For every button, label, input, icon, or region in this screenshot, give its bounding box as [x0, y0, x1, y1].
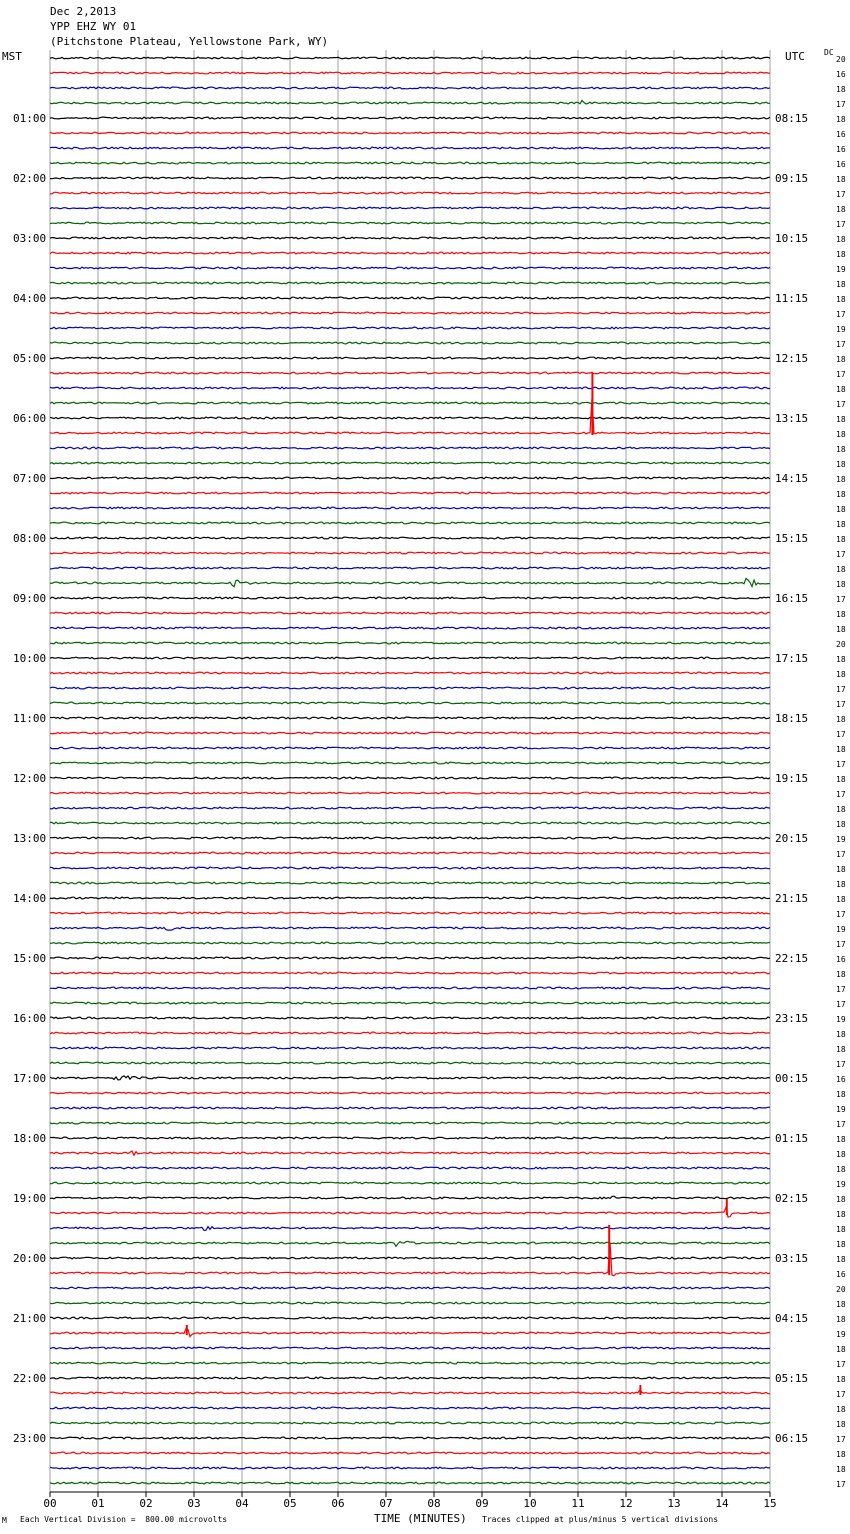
seismic-trace [50, 1137, 770, 1139]
seismic-trace [50, 87, 770, 89]
dc-offset-label: 18 [836, 1045, 846, 1054]
corner-mark: M [2, 1516, 7, 1525]
dc-offset-label: 18 [836, 1315, 846, 1324]
mst-hour-label: 14:00 [13, 892, 47, 905]
mst-hour-label: 03:00 [13, 232, 47, 245]
seismic-trace [50, 1047, 770, 1049]
dc-offset-label: 16 [836, 130, 846, 139]
x-tick-label: 10 [523, 1497, 537, 1510]
dc-offset-label: 17 [836, 910, 846, 919]
seismic-trace [50, 1257, 770, 1259]
seismic-trace [50, 1329, 770, 1337]
right-timezone-label: UTC [785, 50, 805, 63]
seismic-trace [50, 162, 770, 164]
seismic-trace [50, 657, 770, 659]
dc-offset-label: 18 [836, 895, 846, 904]
seismic-trace [50, 777, 770, 779]
mst-hour-label: 02:00 [13, 172, 47, 185]
dc-offset-label: 18 [836, 1375, 846, 1384]
seismic-trace [50, 762, 770, 764]
mst-hour-label: 11:00 [13, 712, 47, 725]
dc-offset-label: 17 [836, 1480, 846, 1489]
mst-hour-label: 19:00 [13, 1192, 47, 1205]
seismic-trace [50, 57, 770, 59]
dc-offset-label: 18 [836, 1240, 846, 1249]
mst-hour-label: 15:00 [13, 952, 47, 965]
utc-hour-label: 00:15 [775, 1072, 809, 1085]
seismic-trace [50, 882, 770, 884]
dc-offset-label: 17 [836, 760, 846, 769]
seismic-trace [50, 912, 770, 914]
dc-offset-label: 18 [836, 775, 846, 784]
dc-offset-label: 18 [836, 535, 846, 544]
mst-hour-label: 18:00 [13, 1132, 47, 1145]
seismic-trace [50, 612, 770, 614]
mst-hour-label: 17:00 [13, 1072, 47, 1085]
dc-offset-label: 18 [836, 355, 846, 364]
seismic-trace [50, 579, 770, 587]
dc-offset-label: 18 [836, 1195, 846, 1204]
seismic-trace [50, 792, 770, 794]
dc-offset-label: 17 [836, 550, 846, 559]
seismic-trace [50, 267, 770, 269]
dc-offset-label: 18 [836, 820, 846, 829]
utc-hour-label: 12:15 [775, 352, 809, 365]
seismic-trace [50, 537, 770, 539]
dc-offset-label: 17 [836, 190, 846, 199]
seismic-trace [50, 807, 770, 809]
seismic-trace [50, 702, 770, 704]
dc-offset-label: 18 [836, 1465, 846, 1474]
mst-hour-label: 23:00 [13, 1432, 47, 1445]
dc-offset-label: 17 [836, 1000, 846, 1009]
dc-offset-label: 18 [836, 1030, 846, 1039]
dc-offset-label: 18 [836, 1150, 846, 1159]
seismic-trace [50, 522, 770, 524]
trace-layer [50, 57, 770, 1484]
seismic-trace [50, 1482, 770, 1484]
dc-offset-label: 16 [836, 955, 846, 964]
dc-offset-label: 20 [836, 1285, 846, 1294]
seismic-trace [50, 117, 770, 119]
dc-offset-label: 16 [836, 1075, 846, 1084]
seismic-trace [50, 1422, 770, 1424]
dc-offset-label: 18 [836, 580, 846, 589]
mst-hour-label: 04:00 [13, 292, 47, 305]
dc-offset-label: 20 [836, 55, 846, 64]
seismic-trace [50, 327, 770, 329]
mst-hour-label: 16:00 [13, 1012, 47, 1025]
dc-offset-label: 17 [836, 700, 846, 709]
dc-offset-label: 18 [836, 175, 846, 184]
dc-offset-label: 18 [836, 85, 846, 94]
dc-offset-label: 19 [836, 1180, 846, 1189]
seismic-trace [50, 867, 770, 869]
dc-offset-label: 17 [836, 985, 846, 994]
seismic-trace [50, 747, 770, 749]
dc-offset-label: 19 [836, 1015, 846, 1024]
seismic-trace [50, 342, 770, 344]
header-location: (Pitchstone Plateau, Yellowstone Park, WY) [50, 35, 329, 48]
seismic-trace [50, 957, 770, 959]
scale-note: Each Vertical Division = 800.00 microvolts [20, 1515, 228, 1524]
mst-hour-label: 08:00 [13, 532, 47, 545]
seismic-trace [50, 1362, 770, 1364]
dc-offset-label: 18 [836, 475, 846, 484]
header-station: YPP EHZ WY 01 [50, 20, 137, 33]
dc-offset-label: 17 [836, 850, 846, 859]
seismic-trace [50, 1182, 770, 1184]
seismic-trace [50, 942, 770, 944]
seismic-trace [50, 717, 770, 719]
seismic-trace [50, 1062, 770, 1064]
utc-hour-label: 04:15 [775, 1312, 809, 1325]
seismic-trace [50, 132, 770, 134]
seismic-trace [50, 1017, 770, 1019]
x-tick-label: 08 [427, 1497, 441, 1510]
dc-offset-label: 18 [836, 1345, 846, 1354]
utc-hour-label: 01:15 [775, 1132, 809, 1145]
dc-offset-label: 17 [836, 790, 846, 799]
seismic-trace [50, 1407, 770, 1409]
seismic-trace [50, 1317, 770, 1319]
utc-hour-label: 02:15 [775, 1192, 809, 1205]
dc-offset-label: 18 [836, 205, 846, 214]
seismic-trace [50, 1302, 770, 1304]
seismic-trace [50, 597, 770, 599]
dc-offset-label: 17 [836, 370, 846, 379]
dc-offset-label: 18 [836, 1450, 846, 1459]
seismic-trace [50, 237, 770, 239]
dc-offset-label: 18 [836, 715, 846, 724]
dc-offset-label: 18 [836, 505, 846, 514]
x-tick-label: 14 [715, 1497, 729, 1510]
dc-offset-label: 18 [836, 1165, 846, 1174]
seismic-trace [50, 492, 770, 494]
mst-hour-label: 12:00 [13, 772, 47, 785]
dc-offset-label: 19 [836, 265, 846, 274]
dc-offset-label: 16 [836, 160, 846, 169]
dc-offset-label: 17 [836, 340, 846, 349]
utc-hour-label: 22:15 [775, 952, 809, 965]
seismic-trace [50, 672, 770, 674]
utc-hour-label: 11:15 [775, 292, 809, 305]
clip-note: Traces clipped at plus/minus 5 vertical divisions [482, 1515, 719, 1524]
seismic-trace [50, 1287, 770, 1289]
x-tick-label: 02 [139, 1497, 153, 1510]
dc-offset-label: 17 [836, 730, 846, 739]
seismic-trace [50, 732, 770, 734]
dc-offset-label: 18 [836, 970, 846, 979]
x-tick-label: 09 [475, 1497, 489, 1510]
utc-hour-label: 06:15 [775, 1432, 809, 1445]
seismic-trace [50, 357, 770, 359]
utc-hour-label: 10:15 [775, 232, 809, 245]
utc-hour-label: 14:15 [775, 472, 809, 485]
utc-hour-label: 21:15 [775, 892, 809, 905]
dc-offset-label: 17 [836, 400, 846, 409]
dc-offset-label: 18 [836, 745, 846, 754]
seismic-trace [50, 312, 770, 314]
x-tick-label: 13 [667, 1497, 681, 1510]
mst-hour-label: 20:00 [13, 1252, 47, 1265]
utc-hour-label: 20:15 [775, 832, 809, 845]
dc-offset-label: 17 [836, 685, 846, 694]
x-tick-label: 06 [331, 1497, 345, 1510]
dc-offset-label: 18 [836, 1300, 846, 1309]
dc-offset-label: 18 [836, 1210, 846, 1219]
dc-offset-label: 18 [836, 625, 846, 634]
seismic-trace [50, 297, 770, 299]
seismic-trace [50, 567, 770, 569]
seismic-trace [50, 972, 770, 974]
seismic-trace [50, 282, 770, 284]
seismic-trace [50, 72, 770, 74]
mst-hour-label: 05:00 [13, 352, 47, 365]
seismic-trace [50, 207, 770, 209]
seismic-trace [50, 177, 770, 179]
seismic-trace [50, 1347, 770, 1349]
utc-hour-label: 05:15 [775, 1372, 809, 1385]
x-tick-label: 04 [235, 1497, 249, 1510]
dc-offset-label: 18 [836, 520, 846, 529]
seismic-trace [50, 1377, 770, 1379]
seismic-trace [50, 1437, 770, 1439]
header-date: Dec 2,2013 [50, 5, 117, 18]
x-tick-label: 03 [187, 1497, 201, 1510]
seismic-trace [50, 462, 770, 464]
dc-offset-label: 18 [836, 565, 846, 574]
seismic-trace [50, 822, 770, 824]
seismic-trace [50, 1196, 770, 1199]
dc-offset-label: 17 [836, 100, 846, 109]
seismic-trace [50, 222, 770, 224]
x-tick-label: 01 [91, 1497, 105, 1510]
dc-offset-label: 17 [836, 1360, 846, 1369]
x-tick-label: 07 [379, 1497, 393, 1510]
left-timezone-label: MST [2, 50, 22, 63]
seismic-trace [50, 1107, 770, 1109]
seismic-trace [50, 927, 770, 930]
dc-offset-label: 19 [836, 835, 846, 844]
utc-hour-label: 19:15 [775, 772, 809, 785]
dc-offset-label: 19 [836, 325, 846, 334]
dc-offset-label: 18 [836, 115, 846, 124]
dc-offset-label: 16 [836, 70, 846, 79]
seismic-trace [50, 192, 770, 194]
seismic-trace [50, 1092, 770, 1094]
x-tick-label: 15 [763, 1497, 777, 1510]
dc-offset-label: 16 [836, 145, 846, 154]
dc-offset-label: 17 [836, 220, 846, 229]
dc-offset-label: 18 [836, 235, 846, 244]
label-layer [13, 55, 846, 1510]
dc-offset-label: 18 [836, 415, 846, 424]
seismic-trace [50, 507, 770, 509]
seismic-trace [50, 447, 770, 449]
mst-hour-label: 10:00 [13, 652, 47, 665]
seismic-trace [50, 1452, 770, 1454]
seismic-trace [50, 1167, 770, 1169]
seismic-trace [50, 987, 770, 989]
dc-offset-label: 18 [836, 295, 846, 304]
dc-offset-label: 17 [836, 1435, 846, 1444]
seismic-trace [50, 1390, 770, 1394]
x-tick-label: 00 [43, 1497, 57, 1510]
mst-hour-label: 21:00 [13, 1312, 47, 1325]
seismic-trace [50, 417, 770, 419]
seismic-trace [50, 252, 770, 254]
seismic-trace [50, 1467, 770, 1469]
seismic-trace [50, 1076, 770, 1080]
utc-hour-label: 15:15 [775, 532, 809, 545]
x-tick-label: 11 [571, 1497, 585, 1510]
utc-hour-label: 23:15 [775, 1012, 809, 1025]
mst-hour-label: 22:00 [13, 1372, 47, 1385]
dc-offset-label: 18 [836, 670, 846, 679]
dc-offset-label: 19 [836, 925, 846, 934]
seismic-trace [50, 1122, 770, 1124]
utc-hour-label: 18:15 [775, 712, 809, 725]
mst-hour-label: 07:00 [13, 472, 47, 485]
dc-offset-label: 18 [836, 445, 846, 454]
seismic-trace [50, 552, 770, 554]
seismic-trace [50, 687, 770, 689]
dc-offset-label: 18 [836, 250, 846, 259]
dc-offset-label: 18 [836, 655, 846, 664]
dc-offset-label: 18 [836, 1135, 846, 1144]
utc-hour-label: 13:15 [775, 412, 809, 425]
utc-hour-label: 08:15 [775, 112, 809, 125]
dc-offset-label: 18 [836, 460, 846, 469]
seismic-trace [50, 897, 770, 899]
dc-offset-label: 18 [836, 490, 846, 499]
dc-label: DC [824, 48, 834, 57]
utc-hour-label: 03:15 [775, 1252, 809, 1265]
dc-offset-label: 17 [836, 1060, 846, 1069]
seismic-trace [50, 642, 770, 644]
seismic-trace [50, 1151, 770, 1155]
seismic-trace [50, 100, 770, 104]
dc-offset-label: 18 [836, 880, 846, 889]
seismic-trace [50, 147, 770, 149]
dc-offset-label: 17 [836, 310, 846, 319]
dc-offset-label: 17 [836, 595, 846, 604]
utc-hour-label: 09:15 [775, 172, 809, 185]
x-axis-title: TIME (MINUTES) [374, 1512, 467, 1525]
seismic-trace [50, 1227, 770, 1231]
seismic-trace [50, 477, 770, 479]
seismic-trace [50, 1032, 770, 1034]
seismic-trace [50, 1002, 770, 1004]
utc-hour-label: 16:15 [775, 592, 809, 605]
x-tick-label: 05 [283, 1497, 297, 1510]
dc-offset-label: 20 [836, 640, 846, 649]
dc-offset-label: 19 [836, 1105, 846, 1114]
seismic-trace [50, 837, 770, 839]
seismic-trace [50, 1241, 770, 1246]
mst-hour-label: 13:00 [13, 832, 47, 845]
seismic-trace [50, 402, 770, 404]
dc-offset-label: 18 [836, 280, 846, 289]
dc-offset-label: 18 [836, 430, 846, 439]
x-tick-label: 12 [619, 1497, 633, 1510]
dc-offset-label: 18 [836, 1225, 846, 1234]
dc-offset-label: 18 [836, 610, 846, 619]
dc-offset-label: 18 [836, 1420, 846, 1429]
dc-offset-label: 18 [836, 805, 846, 814]
dc-offset-label: 18 [836, 385, 846, 394]
dc-offset-label: 18 [836, 865, 846, 874]
seismic-trace [50, 387, 770, 389]
dc-offset-label: 18 [836, 1255, 846, 1264]
utc-hour-label: 17:15 [775, 652, 809, 665]
dc-offset-label: 17 [836, 1390, 846, 1399]
mst-hour-label: 01:00 [13, 112, 47, 125]
dc-offset-label: 19 [836, 1330, 846, 1339]
seismic-trace [50, 852, 770, 854]
seismic-trace [50, 372, 770, 374]
mst-hour-label: 06:00 [13, 412, 47, 425]
dc-offset-label: 17 [836, 1120, 846, 1129]
seismic-trace [50, 627, 770, 629]
dc-offset-label: 16 [836, 1270, 846, 1279]
dc-offset-label: 18 [836, 1405, 846, 1414]
seismic-trace [50, 1207, 770, 1217]
dc-offset-label: 18 [836, 1090, 846, 1099]
mst-hour-label: 09:00 [13, 592, 47, 605]
dc-offset-label: 17 [836, 940, 846, 949]
